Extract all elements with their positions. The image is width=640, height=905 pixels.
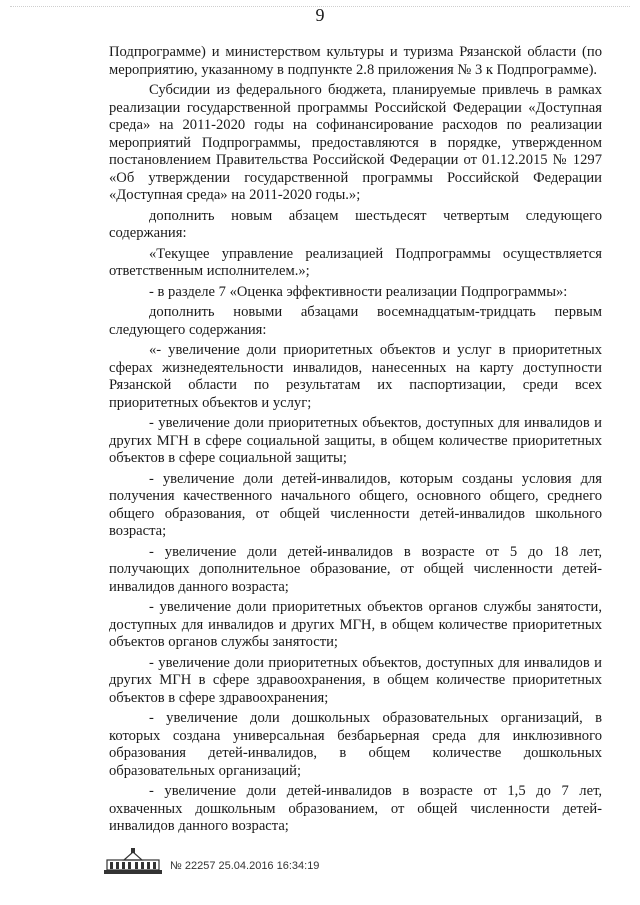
paragraph: дополнить новыми абзацами восемнадцатым-тридцать первым следующего содержания:	[109, 304, 602, 338]
paragraph: - увеличение доли дошкольных образовательных организаций, в которых создана универсальная безбарьерная среда для инклюзивного образования детей-инвалидов, в общем количестве дошкольных образовательных организаций;	[109, 710, 602, 779]
paragraph: Субсидии из федерального бюджета, планируемые привлечь в рамках реализации государственной программы Российской Федерации «Доступная среда» на 2011-2020 годы на софинансирование расходов по реализации мероприятий Подпрограммы, предоставляются в порядке, утвержденном постановлением Правительства Российской Федерации от 01.12.2015 № 1297 «Об утверждении государственной программы Российской Федерации «Доступная среда» на 2011-2020 годы.»;	[109, 82, 602, 203]
paragraph: дополнить новым абзацем шестьдесят четвертым следующего содержания:	[109, 207, 602, 241]
paragraph: - увеличение доли приоритетных объектов органов службы занятости, доступных для инвалидов и других МГН, в общем количестве приоритетных объектов органов службы занятости;	[109, 599, 602, 650]
paragraph: «Текущее управление реализацией Подпрограммы осуществляется ответственным исполнителем.»;	[109, 245, 602, 279]
footer	[96, 848, 416, 878]
paragraph: - в разделе 7 «Оценка эффективности реализации Подпрограммы»:	[149, 283, 568, 300]
paragraph: - увеличение доли приоритетных объектов, доступных для инвалидов и других МГН в сфере здравоохранения, в общем количестве приоритетных объектов в сфере здравоохранения;	[109, 654, 602, 706]
page-number: 9	[315, 5, 325, 25]
paragraph: Подпрограмме) и министерством культуры и туризма Рязанской области (по мероприятию, указанному в подпункте 2.8 приложения № 3 к Подпрограмме).	[109, 44, 602, 78]
document-body	[109, 44, 602, 836]
government-building-emblem-icon	[102, 848, 164, 876]
paragraph: - увеличение доли детей-инвалидов, которым созданы условия для получения качественного начального общего, основного общего, среднего общего образования, от общей численности детей-инвалидов школьного возраста;	[109, 470, 602, 539]
paragraph: «- увеличение доли приоритетных объектов и услуг в приоритетных сферах жизнедеятельности инвалидов, нанесенных на карту доступности Рязанской области по результатам их паспортизации, среди всех приоритетных объектов и услуг;	[109, 342, 602, 411]
paragraph: - увеличение доли детей-инвалидов в возрасте от 1,5 до 7 лет, охваченных дошкольным образованием, от общей численности детей-инвалидов данного возраста;	[109, 783, 602, 834]
registration-stamp: № 22257 25.04.2016 16:34:19	[170, 860, 320, 872]
paragraph: - увеличение доли приоритетных объектов, доступных для инвалидов и других МГН в сфере социальной защиты, в общем количестве приоритетных объектов в сфере социальной защиты;	[109, 415, 602, 466]
paragraph: - увеличение доли детей-инвалидов в возрасте от 5 до 18 лет, получающих дополнительное образование, от общей численности детей-инвалидов данного возраста;	[109, 543, 602, 595]
